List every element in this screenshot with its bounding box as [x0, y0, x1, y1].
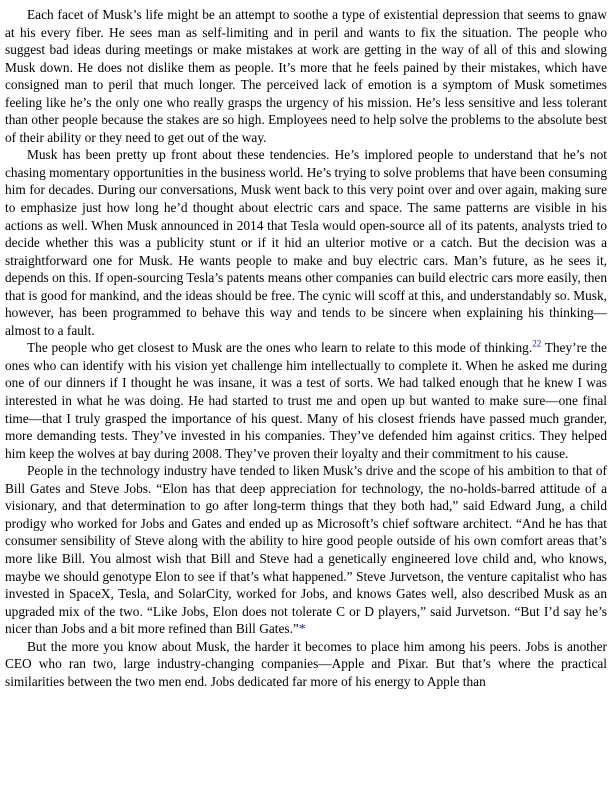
paragraph-1 [5, 6, 607, 146]
paragraph-3-text-continued: They’re the ones who can identify with his vision yet challenge him intellectually to complete it. When he asked me during one of our dinners if I thought he was insane, it was a test of sorts. We had talked enough that he knew I was interested in what he was doing. He had started to trust me and open up but wanted to make sure—one final time—that I truly grasped the importance of his quest. Many of his closest friends have passed much grander, more demanding tests. They’ve invested in his companies. They’ve defended him against critics. They helped him keep the wolves at bay during 2008. They’ve proven their loyalty and their commitment to his cause. [5, 340, 607, 461]
paragraph-2-text: Musk has been pretty up front about these tendencies. He’s implored people to understand that he’s not chasing momentary opportunities in the business world. He’s trying to solve problems that have been consuming him for decades. During our conversations, Musk went back to this very point over and over again, making sure to emphasize just how long he’d thought about electric cars and space. The same patterns are visible in his actions as well. When Musk announced in 2014 that Tesla would open-source all of its patents, analysts tried to decide whether this was a publicity stunt or if it hid an ulterior motive or a catch. But the decision was a straightforward one for Musk. He wants people to make and buy electric cars. Man’s future, as he sees it, depends on this. If open-sourcing Tesla’s patents means other companies can build electric cars more easily, then that is good for mankind, and the ideas should be free. The cynic will scoff at this, and understandably so. Musk, however, has been programmed to behave this way and tends to be sincere when explaining his thinking—almost to a fault. [5, 147, 607, 338]
paragraph-4-text: People in the technology industry have tended to liken Musk’s drive and the scope of his ambition to that of Bill Gates and Steve Jobs. “Elon has that deep appreciation for technology, the no-holds-barred attitude of a visionary, and that determination to go after long-term things that they both had,” said Edward Jung, a child prodigy who worked for Jobs and Gates and ended up as Microsoft’s chief software architect. “And he has that consumer sensibility of Steve along with the ability to hire good people outside of his own comfort areas that’s more like Bill. You almost wish that Bill and Steve had a genetically engineered love child and, who knows, maybe we should genotype Elon to see if that’s what happened.” Steve Jurvetson, the venture capitalist who has invested in SpaceX, Tesla, and SolarCity, worked for Jobs, and knows Gates well, also described Musk as an upgraded mix of the two. “Like Jobs, Elon does not tolerate C or D players,” said Jurvetson. “But I’d say he’s nicer than Jobs and a bit more refined than Bill Gates.” [5, 463, 607, 637]
body-text [5, 6, 607, 690]
paragraph-3-text: The people who get closest to Musk are the ones who learn to relate to this mode of thinking. [27, 340, 533, 356]
paragraph-4 [5, 462, 607, 637]
paragraph-5 [5, 638, 607, 691]
footnote-ref-22[interactable]: 22 [532, 338, 542, 349]
footnote-ref-asterisk[interactable]: * [298, 621, 306, 637]
paragraph-2 [5, 146, 607, 339]
paragraph-1-text: Each facet of Musk’s life might be an attempt to soothe a type of existential depression that seems to gnaw at his every fiber. He sees man as self-limiting and in peril and wants to fix the situation. The people who suggest bad ideas during meetings or make mistakes at work are getting in the way of all of this and slowing Musk down. He does not dislike them as people. It’s more that he feels pained by their mistakes, which have consigned man to peril that much longer. The perceived lack of emotion is a symptom of Musk sometimes feeling like he’s the only one who really grasps the urgency of his mission. He’s less sensitive and less tolerant than other people because the stakes are so high. Employees need to help solve the problems to the absolute best of their ability or they need to get out of the way. [5, 7, 607, 145]
paragraph-5-text: But the more you know about Musk, the harder it becomes to place him among his peers. Jobs is another CEO who ran two, large industry-changing companies—Apple and Pixar. But that’s where the practical similarities between the two men end. Jobs dedicated far more of his energy to Apple than [5, 638, 607, 689]
paragraph-3 [5, 339, 607, 462]
